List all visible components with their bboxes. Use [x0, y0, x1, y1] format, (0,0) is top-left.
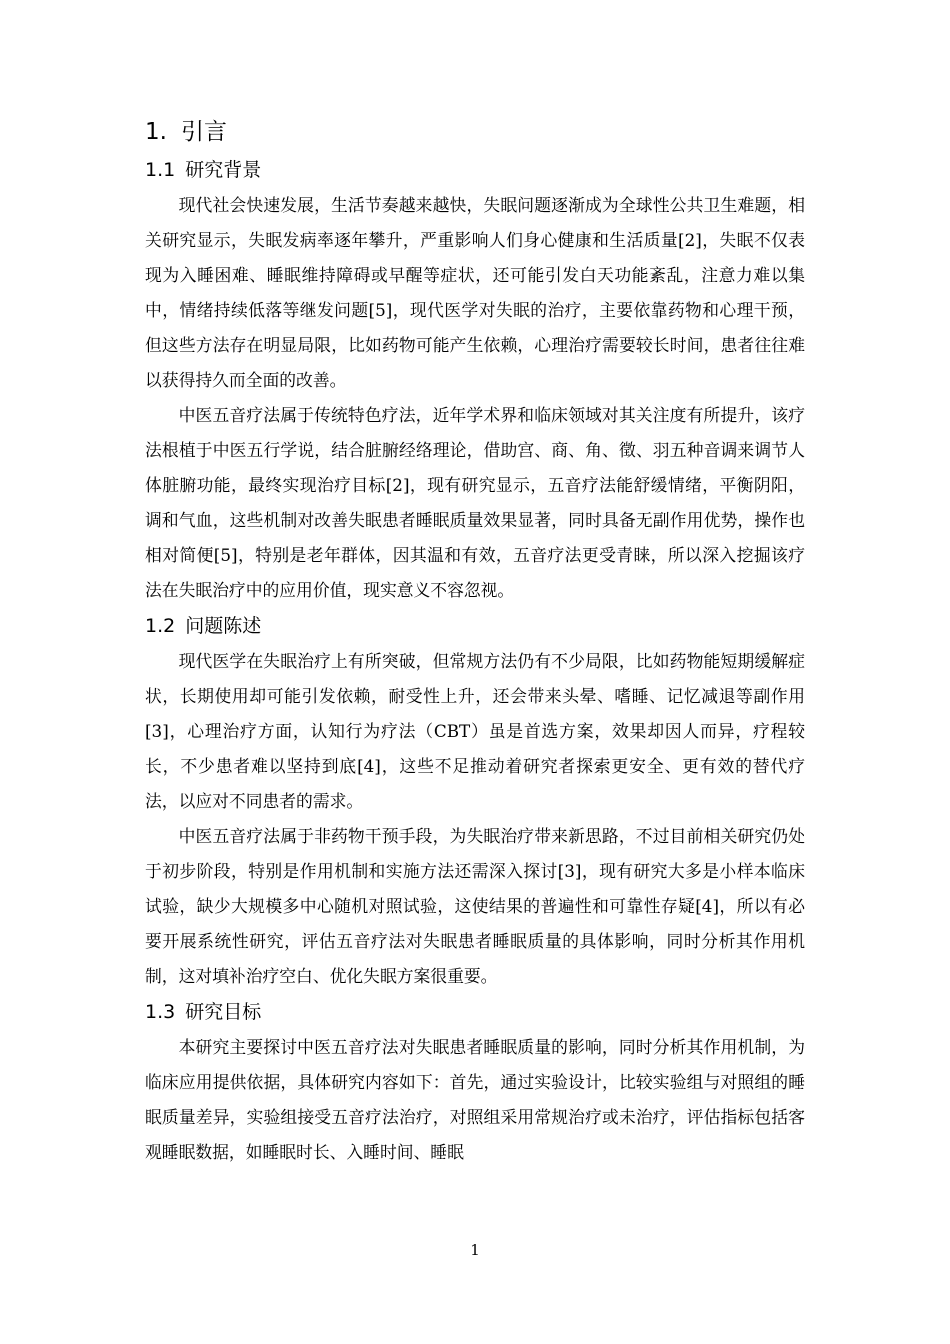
subsection-title: 问题陈述 [185, 615, 262, 637]
paragraph: 现代医学在失眠治疗上有所突破，但常规方法仍有不少局限，比如药物能短期缓解症状，长期使用却可能引发依赖，耐受性上升，还会带来头晕、嗜睡、记忆减退等副作用[3]，心理治疗方面，认知行为疗法（CBT）虽是首选方案，效果却因人而异，疗程较长，不少患者难以坚持到底[4]，这些不足推动着研究者探索更安全、更有效的替代疗法，以应对不同患者的需求。 [145, 651, 805, 811]
paragraph: 现代社会快速发展，生活节奏越来越快，失眠问题逐渐成为全球性公共卫生难题，相关研究显示，失眠发病率逐年攀升，严重影响人们身心健康和生活质量[2]，失眠不仅表现为入睡困难、睡眠维持障碍或早醒等症状，还可能引发白天功能紊乱，注意力难以集中，情绪持续低落等继发问题[5]，现代医学对失眠的治疗，主要依靠药物和心理干预，但这些方法存在明显局限，比如药物可能产生依赖，心理治疗需要较长时间，患者往往难以获得持久而全面的改善。 [145, 195, 805, 390]
subsection-title: 研究背景 [185, 159, 262, 181]
subsection-heading-background [145, 152, 805, 188]
section-number: 1. [145, 119, 167, 145]
paragraph: 中医五音疗法属于传统特色疗法，近年学术界和临床领域对其关注度有所提升，该疗法根植于中医五行学说，结合脏腑经络理论，借助宫、商、角、徵、羽五种音调来调节人体脏腑功能，最终实现治疗目标[2]，现有研究显示，五音疗法能舒缓情绪，平衡阴阳，调和气血，这些机制对改善失眠患者睡眠质量效果显著，同时具备无副作用优势，操作也相对简便[5]，特别是老年群体，因其温和有效，五音疗法更受青睐，所以深入挖掘该疗法在失眠治疗中的应用价值，现实意义不容忽视。 [145, 405, 805, 600]
paragraph: 中医五音疗法属于非药物干预手段，为失眠治疗带来新思路，不过目前相关研究仍处于初步阶段，特别是作用机制和实施方法还需深入探讨[3]，现有研究大多是小样本临床试验，缺少大规模多中心随机对照试验，这使结果的普遍性和可靠性存疑[4]，所以有必要开展系统性研究，评估五音疗法对失眠患者睡眠质量的具体影响，同时分析其作用机制，这对填补治疗空白、优化失眠方案很重要。 [145, 826, 805, 986]
paragraph: 本研究主要探讨中医五音疗法对失眠患者睡眠质量的影响，同时分析其作用机制，为临床应用提供依据，具体研究内容如下：首先，通过实验设计，比较实验组与对照组的睡眠质量差异，实验组接受五音疗法治疗，对照组采用常规治疗或未治疗，评估指标包括客观睡眠数据，如睡眠时长、入睡时间、睡眠 [145, 1037, 805, 1162]
subsection-heading-problem-statement [145, 608, 805, 644]
subsection-heading-research-objectives [145, 994, 805, 1030]
page-number: 1 [470, 1241, 480, 1259]
subsection-number: 1.3 [145, 1001, 176, 1023]
section-heading-introduction [145, 112, 805, 152]
subsection-title: 研究目标 [185, 1001, 262, 1023]
subsection-number: 1.1 [145, 159, 176, 181]
document-body [145, 112, 805, 1170]
section-title: 引言 [180, 119, 227, 145]
subsection-number: 1.2 [145, 615, 176, 637]
